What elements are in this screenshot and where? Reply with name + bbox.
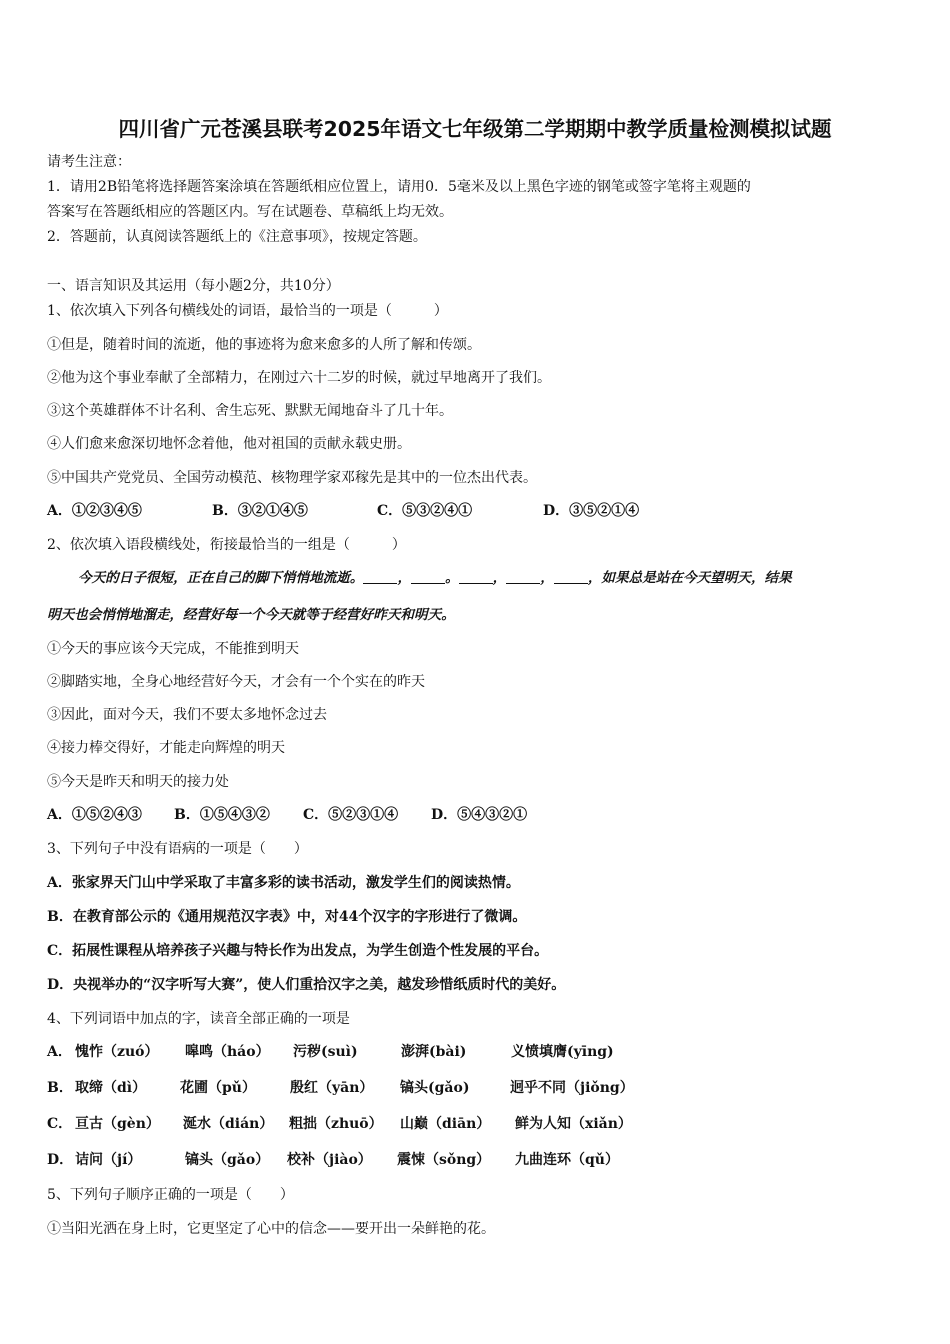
- notice-line-2: 2．答题前，认真阅读答题纸上的《注意事项》，按规定答题。: [47, 229, 427, 245]
- notice-line-1b: 答案写在答题纸相应的答题区内。写在试题卷、草稿纸上均无效。: [47, 204, 453, 220]
- page-title: 四川省广元苍溪县联考2025年语文七年级第二学期期中教学质量检测模拟试题: [118, 117, 832, 141]
- word: 花圃（pǔ）: [180, 1080, 256, 1096]
- blank-2[interactable]: [411, 569, 445, 584]
- question-4-option-c[interactable]: [47, 1114, 632, 1134]
- question-4-option-a[interactable]: [47, 1042, 614, 1062]
- word: 粗拙（zhuō）: [289, 1116, 383, 1132]
- option-label: A．: [47, 1044, 72, 1060]
- word: 鲜为人知（xiǎn）: [515, 1116, 632, 1132]
- option-d[interactable]: D．央视举办的“汉字听写大赛”，使人们重拾汉字之美，越发珍惜纸质时代的美好。: [47, 977, 566, 993]
- word: 九曲连环（qǔ）: [515, 1152, 619, 1168]
- option-label: C．: [47, 1116, 73, 1132]
- blank-5[interactable]: [554, 569, 588, 584]
- question-2-passage-cont: 明天也会悄悄地溜走，经营好每一个今天就等于经营好昨天和明天。: [47, 607, 455, 623]
- question-2-stem: 2、依次填入语段横线处，衔接最恰当的一组是（ ）: [47, 537, 406, 553]
- question-2-item: ③因此，面对今天，我们不要太多地怀念过去: [47, 707, 327, 723]
- option-label: D．: [47, 1152, 74, 1168]
- option-a[interactable]: A．张家界天门山中学采取了丰富多彩的读书活动，激发学生们的阅读热情。: [47, 875, 520, 891]
- question-4-stem: 4、下列词语中加点的字，读音全部正确的一项是: [47, 1011, 350, 1027]
- question-4-option-b[interactable]: [47, 1078, 634, 1098]
- option-b[interactable]: B．①⑤④③②: [174, 807, 270, 823]
- question-5-stem: 5、下列句子顺序正确的一项是（ ）: [47, 1187, 294, 1203]
- option-label: B．: [47, 1080, 73, 1096]
- word: 校补（jiào）: [287, 1152, 372, 1168]
- option-c[interactable]: C．拓展性课程从培养孩子兴趣与特长作为出发点，为学生创造个性发展的平台。: [47, 943, 549, 959]
- blank-1[interactable]: [363, 569, 397, 584]
- blank-4[interactable]: [506, 569, 540, 584]
- word: 义愤填膺(yīng): [511, 1044, 614, 1060]
- word: 镐头（gǎo）: [185, 1152, 270, 1168]
- word: 山巅（diān）: [400, 1116, 491, 1132]
- word: 取缔（dì）: [75, 1080, 147, 1096]
- word: 镐头(gǎo): [400, 1080, 470, 1096]
- word: 诘问（jí）: [75, 1152, 142, 1168]
- word: 嗥鸣（háo）: [185, 1044, 270, 1060]
- notice-line-1a: 1．请用2B铅笔将选择题答案涂填在答题纸相应位置上，请用0．5毫米及以上黑色字迹的钢笔或签字笔将主观题的: [47, 179, 751, 195]
- word: 污秽(suì): [293, 1044, 358, 1060]
- passage-text: 今天的日子很短，正在自己的脚下悄悄地流逝。: [78, 570, 364, 586]
- option-d[interactable]: D．③⑤②①④: [543, 503, 640, 519]
- word: 愧怍（zuó）: [75, 1044, 159, 1060]
- option-c[interactable]: C．⑤③②④①: [377, 503, 473, 519]
- blank-3[interactable]: [459, 569, 493, 584]
- section-heading: 一、语言知识及其运用（每小题2分，共10分）: [47, 278, 340, 294]
- question-1-item: ⑤中国共产党党员、全国劳动模范、核物理学家邓稼先是其中的一位杰出代表。: [47, 470, 537, 486]
- notice-heading: 请考生注意：: [47, 154, 131, 170]
- question-1-options: [47, 501, 639, 521]
- word: 殷红（yān）: [290, 1080, 374, 1096]
- word: 迥乎不同（jiǒng）: [510, 1080, 634, 1096]
- word: 亘古（gèn）: [75, 1116, 160, 1132]
- option-b[interactable]: B．③②①④⑤: [212, 503, 308, 519]
- option-d[interactable]: D．⑤④③②①: [431, 807, 528, 823]
- question-1-stem: 1、依次填入下列各句横线处的词语，最恰当的一项是（ ）: [47, 303, 448, 319]
- question-2-passage: 今天的日子很短，正在自己的脚下悄悄地流逝。 ， 。 ， ， ，如果总是站在今天望明天，结果: [78, 570, 792, 586]
- word: 震悚（sǒng）: [397, 1152, 491, 1168]
- word: 涎水（dián）: [183, 1116, 274, 1132]
- question-2-options: [47, 805, 527, 825]
- question-4-option-d[interactable]: [47, 1150, 619, 1170]
- word: 澎湃(bài): [401, 1044, 467, 1060]
- question-1-item: ①但是，随着时间的流逝，他的事迹将为愈来愈多的人所了解和传颂。: [47, 337, 481, 353]
- option-b[interactable]: B．在教育部公示的《通用规范汉字表》中，对44个汉字的字形进行了微调。: [47, 909, 527, 925]
- question-2-item: ④接力棒交得好，才能走向辉煌的明天: [47, 740, 285, 756]
- question-5-item: ①当阳光洒在身上时，它更坚定了心中的信念——要开出一朵鲜艳的花。: [47, 1221, 495, 1237]
- question-1-item: ④人们愈来愈深切地怀念着他，他对祖国的贡献永载史册。: [47, 436, 411, 452]
- passage-text: ，如果总是站在今天望明天，结果: [587, 570, 792, 586]
- question-1-item: ③这个英雄群体不计名利、舍生忘死、默默无闻地奋斗了几十年。: [47, 403, 453, 419]
- question-2-item: ②脚踏实地，全身心地经营好今天，才会有一个个实在的昨天: [47, 674, 425, 690]
- question-2-item: ⑤今天是昨天和明天的接力处: [47, 774, 229, 790]
- option-a[interactable]: A．①②③④⑤: [47, 503, 142, 519]
- option-a[interactable]: A．①⑤②④③: [47, 807, 142, 823]
- question-3-stem: 3、下列句子中没有语病的一项是（ ）: [47, 841, 308, 857]
- question-2-item: ①今天的事应该今天完成，不能推到明天: [47, 641, 299, 657]
- question-1-item: ②他为这个事业奉献了全部精力，在刚过六十二岁的时候，就过早地离开了我们。: [47, 370, 551, 386]
- option-c[interactable]: C．⑤②③①④: [303, 807, 399, 823]
